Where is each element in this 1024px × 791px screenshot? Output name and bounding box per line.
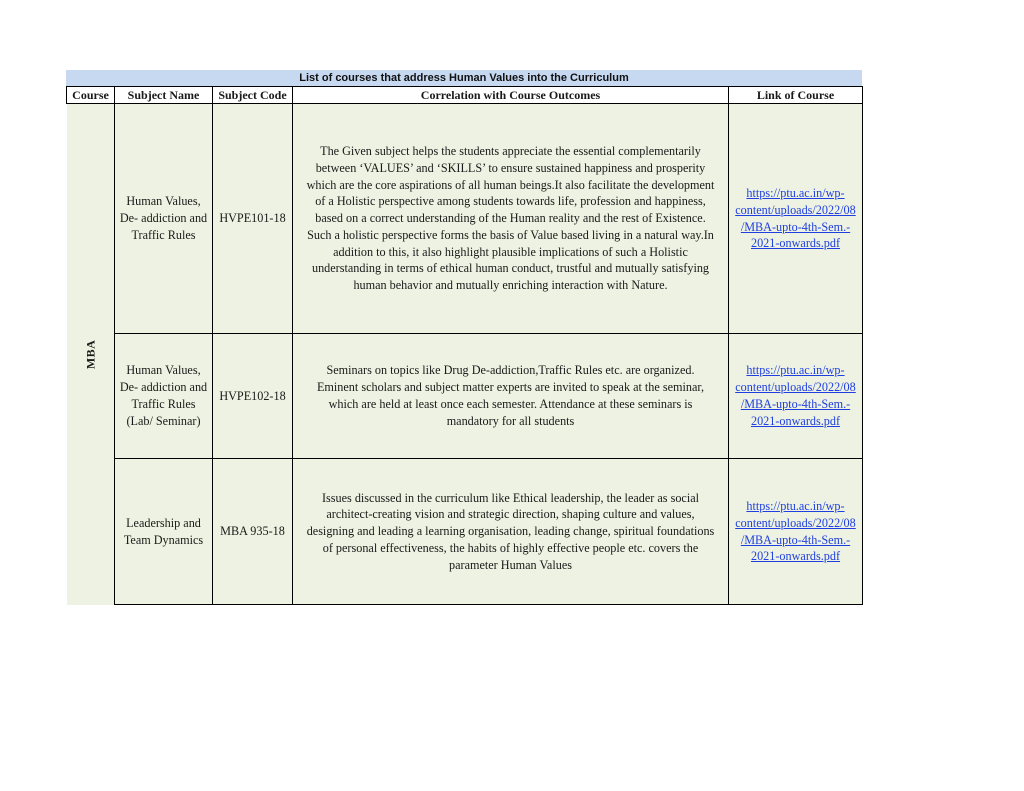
header-link: Link of Course: [729, 87, 863, 104]
course-label: MBA: [82, 339, 97, 369]
link-cell: [729, 334, 863, 459]
table-row: [67, 459, 863, 605]
correlation-line: parameter Human Values: [449, 557, 572, 572]
subject-name-cell: [115, 334, 213, 459]
header-subject-name: Subject Name: [115, 87, 213, 104]
link-line: /MBA-upto-4th-Sem.-: [740, 532, 851, 547]
subject-name-line: Traffic Rules: [131, 397, 196, 411]
correlation-line: of a Holistic perspective among students towards life, profession and happiness,: [315, 194, 706, 209]
header-course: Course: [67, 87, 115, 104]
subject-code-cell: HVPE102-18: [213, 334, 293, 459]
correlation-cell: [293, 104, 729, 334]
subject-name-line: (Lab/ Seminar): [126, 413, 201, 428]
link-line: 2021-onwards.pdf: [750, 549, 841, 564]
subject-name-line: De- addiction and: [119, 380, 208, 395]
correlation-cell: [293, 334, 729, 459]
correlation-line: mandatory for all students: [446, 413, 575, 428]
correlation-line: human behavior and mutually enriching interaction with Nature.: [353, 278, 668, 293]
correlation-line: designing and leading a learning organisation, leading change, spiritual foundations: [306, 524, 715, 539]
link-line: content/uploads/2022/08: [735, 202, 856, 217]
subject-name-line: Human Values,: [126, 194, 201, 209]
spreadsheet: [66, 70, 862, 605]
link-line: 2021-onwards.pdf: [750, 236, 841, 251]
link-line: 2021-onwards.pdf: [750, 413, 841, 428]
link-line: /MBA-upto-4th-Sem.-: [740, 219, 851, 234]
correlation-line: addition to this, it also highlight plausible implications of such a Holistic: [333, 244, 688, 259]
link-line: https://ptu.ac.in/wp-: [746, 498, 845, 513]
correlation-line: understanding in terms of ethical human conduct, trustful and mutually satisfying: [311, 261, 710, 276]
correlation-line: Seminars on topics like Drug De-addiction,Traffic Rules etc. are organized.: [326, 363, 695, 378]
correlation-line: between ‘VALUES’ and ‘SKILLS’ to ensure sustained happiness and prosperity: [315, 160, 706, 175]
header-correlation: Correlation with Course Outcomes: [293, 87, 729, 104]
subject-name-line: De- addiction and: [119, 211, 208, 226]
link-cell: [729, 459, 863, 605]
correlation-line: of personal effectiveness, the habits of highly effective people etc. covers the: [322, 540, 699, 555]
correlation-line: Issues discussed in the curriculum like Ethical leadership, the leader as social: [321, 490, 699, 505]
table-title: List of courses that address Human Values into the Curriculum: [66, 70, 862, 86]
course-link[interactable]: [731, 498, 860, 565]
subject-name-line: Traffic Rules: [131, 227, 196, 242]
course-link[interactable]: [731, 362, 860, 429]
link-line: content/uploads/2022/08: [735, 515, 856, 530]
course-cell: [67, 104, 115, 605]
subject-code-cell: HVPE101-18: [213, 104, 293, 334]
table-row: [67, 334, 863, 459]
course-link[interactable]: [731, 185, 860, 252]
correlation-line: The Given subject helps the students appreciate the essential complementarily: [320, 143, 701, 158]
correlation-line: Such a holistic perspective forms the basis of Value based living in a natural way.In: [307, 227, 714, 242]
table-row: [67, 104, 863, 334]
link-line: https://ptu.ac.in/wp-: [746, 185, 845, 200]
subject-name-line: Leadership and: [126, 515, 201, 530]
subject-name-cell: [115, 459, 213, 605]
header-subject-code: Subject Code: [213, 87, 293, 104]
correlation-line: which are held at least once each semester. Attendance at these seminars is: [328, 397, 693, 411]
correlation-line: architect-creating vision and strategic direction, shaping culture and values,: [326, 507, 695, 522]
subject-name-cell: [115, 104, 213, 334]
correlation-line: which are the core aspirations of all human beings.It also facilitate the development: [306, 177, 715, 192]
link-cell: [729, 104, 863, 334]
correlation-cell: [293, 459, 729, 605]
link-line: /MBA-upto-4th-Sem.-: [740, 397, 851, 411]
subject-name-line: Human Values,: [126, 363, 201, 378]
correlation-line: based on a correct understanding of the Human reality and the rest of Existence.: [315, 211, 706, 226]
courses-table: [66, 86, 863, 605]
link-line: https://ptu.ac.in/wp-: [746, 363, 845, 378]
link-line: content/uploads/2022/08: [735, 380, 856, 395]
header-row: [67, 87, 863, 104]
correlation-line: Eminent scholars and subject matter experts are invited to speak at the seminar,: [316, 380, 704, 395]
subject-name-line: Team Dynamics: [123, 532, 204, 547]
subject-code-cell: MBA 935-18: [213, 459, 293, 605]
